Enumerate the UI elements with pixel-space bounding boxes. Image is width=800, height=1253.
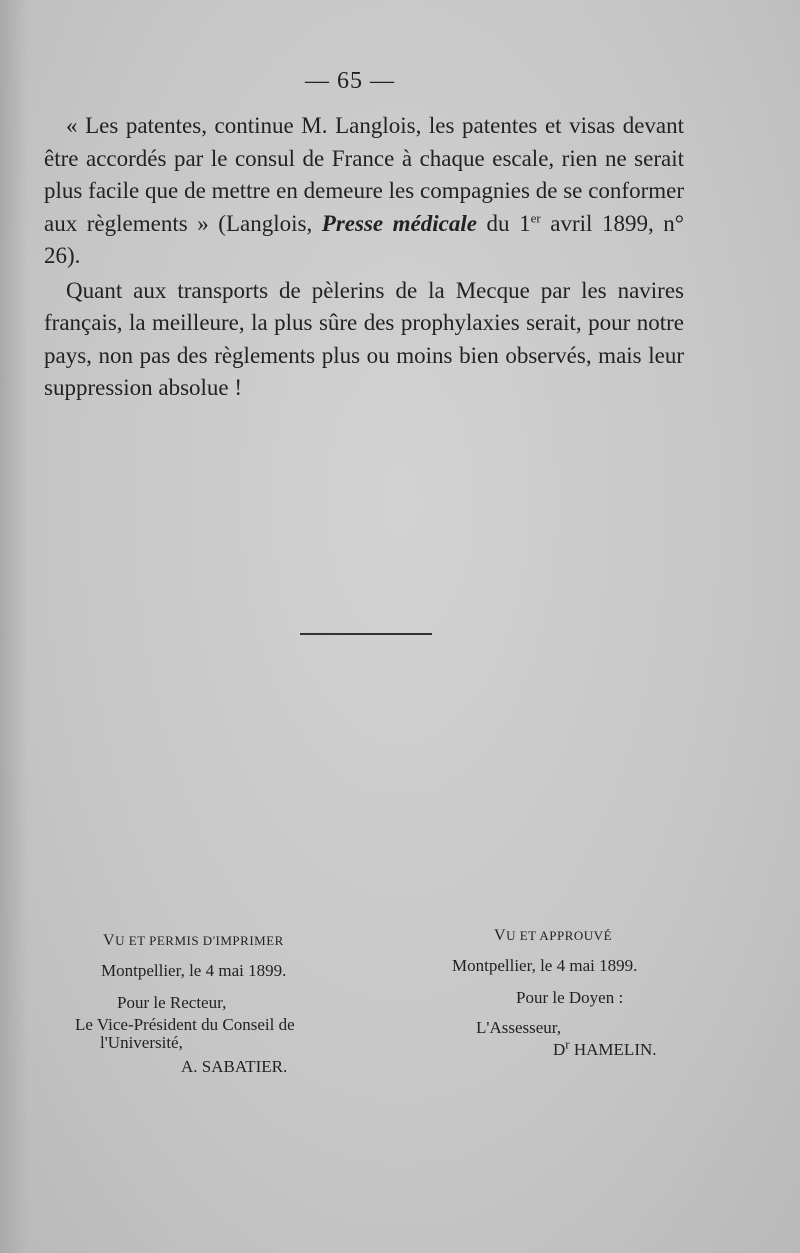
approval-right-signature-line	[448, 1036, 698, 1061]
heading-initial: V	[494, 927, 507, 944]
page-number: — 65 —	[305, 68, 395, 94]
body-text	[44, 110, 684, 405]
dr-superscript: r	[565, 1036, 570, 1052]
heading-rest: U ET PERMIS D'IMPRIMER	[115, 933, 284, 948]
approval-right-city-date: Montpellier, le 4 mai 1899.	[452, 956, 638, 975]
heading-initial: V	[103, 932, 116, 949]
page-edge-shadow	[0, 0, 28, 1253]
heading-rest: U ET APPROUVÉ	[506, 928, 613, 943]
approval-right	[448, 925, 698, 1061]
approval-left-heading	[75, 930, 375, 952]
approval-left-vice-president: Le Vice-Président du Conseil de	[75, 1015, 295, 1034]
paragraph-1	[44, 110, 684, 273]
approval-left-pour: Pour le Recteur,	[117, 993, 227, 1012]
approval-left-universite: l'Université,	[100, 1033, 183, 1052]
approval-left-city-date: Montpellier, le 4 mai 1899.	[101, 961, 287, 980]
approval-right-pour: Pour le Doyen :	[516, 988, 624, 1007]
approval-left-signature: A. SABATIER.	[181, 1057, 288, 1076]
section-divider	[300, 633, 432, 635]
journal-title: Presse médicale	[321, 210, 477, 236]
paragraph-2: Quant aux transports de pèlerins de la Mecque par les navires français, la meilleure, la plus sûre des prophylaxies serait, pour notre pays, non pas des règlements plus ou moins bien observés, mais leur suppression absolue !	[44, 277, 684, 400]
paragraph-1-du: du 1	[476, 210, 531, 236]
approval-right-signature: HAMELIN.	[573, 1040, 657, 1059]
approval-left	[75, 930, 375, 1078]
ordinal-superscript: er	[530, 209, 541, 225]
paragraph-1-text: « Les patentes, continue M. Langlois, les patentes et visas devant être accordés par le consul de France à chaque escale, rien ne serait plus facile que de mettre en demeure les compagnies de se conformer aux règlements » (Langlois,	[44, 113, 684, 236]
approval-right-heading	[448, 925, 698, 947]
dr-prefix: D	[553, 1040, 566, 1059]
approval-right-assesseur: L'Assesseur,	[476, 1018, 562, 1037]
paragraph-1-end: avril 1899, n° 26).	[44, 210, 685, 268]
